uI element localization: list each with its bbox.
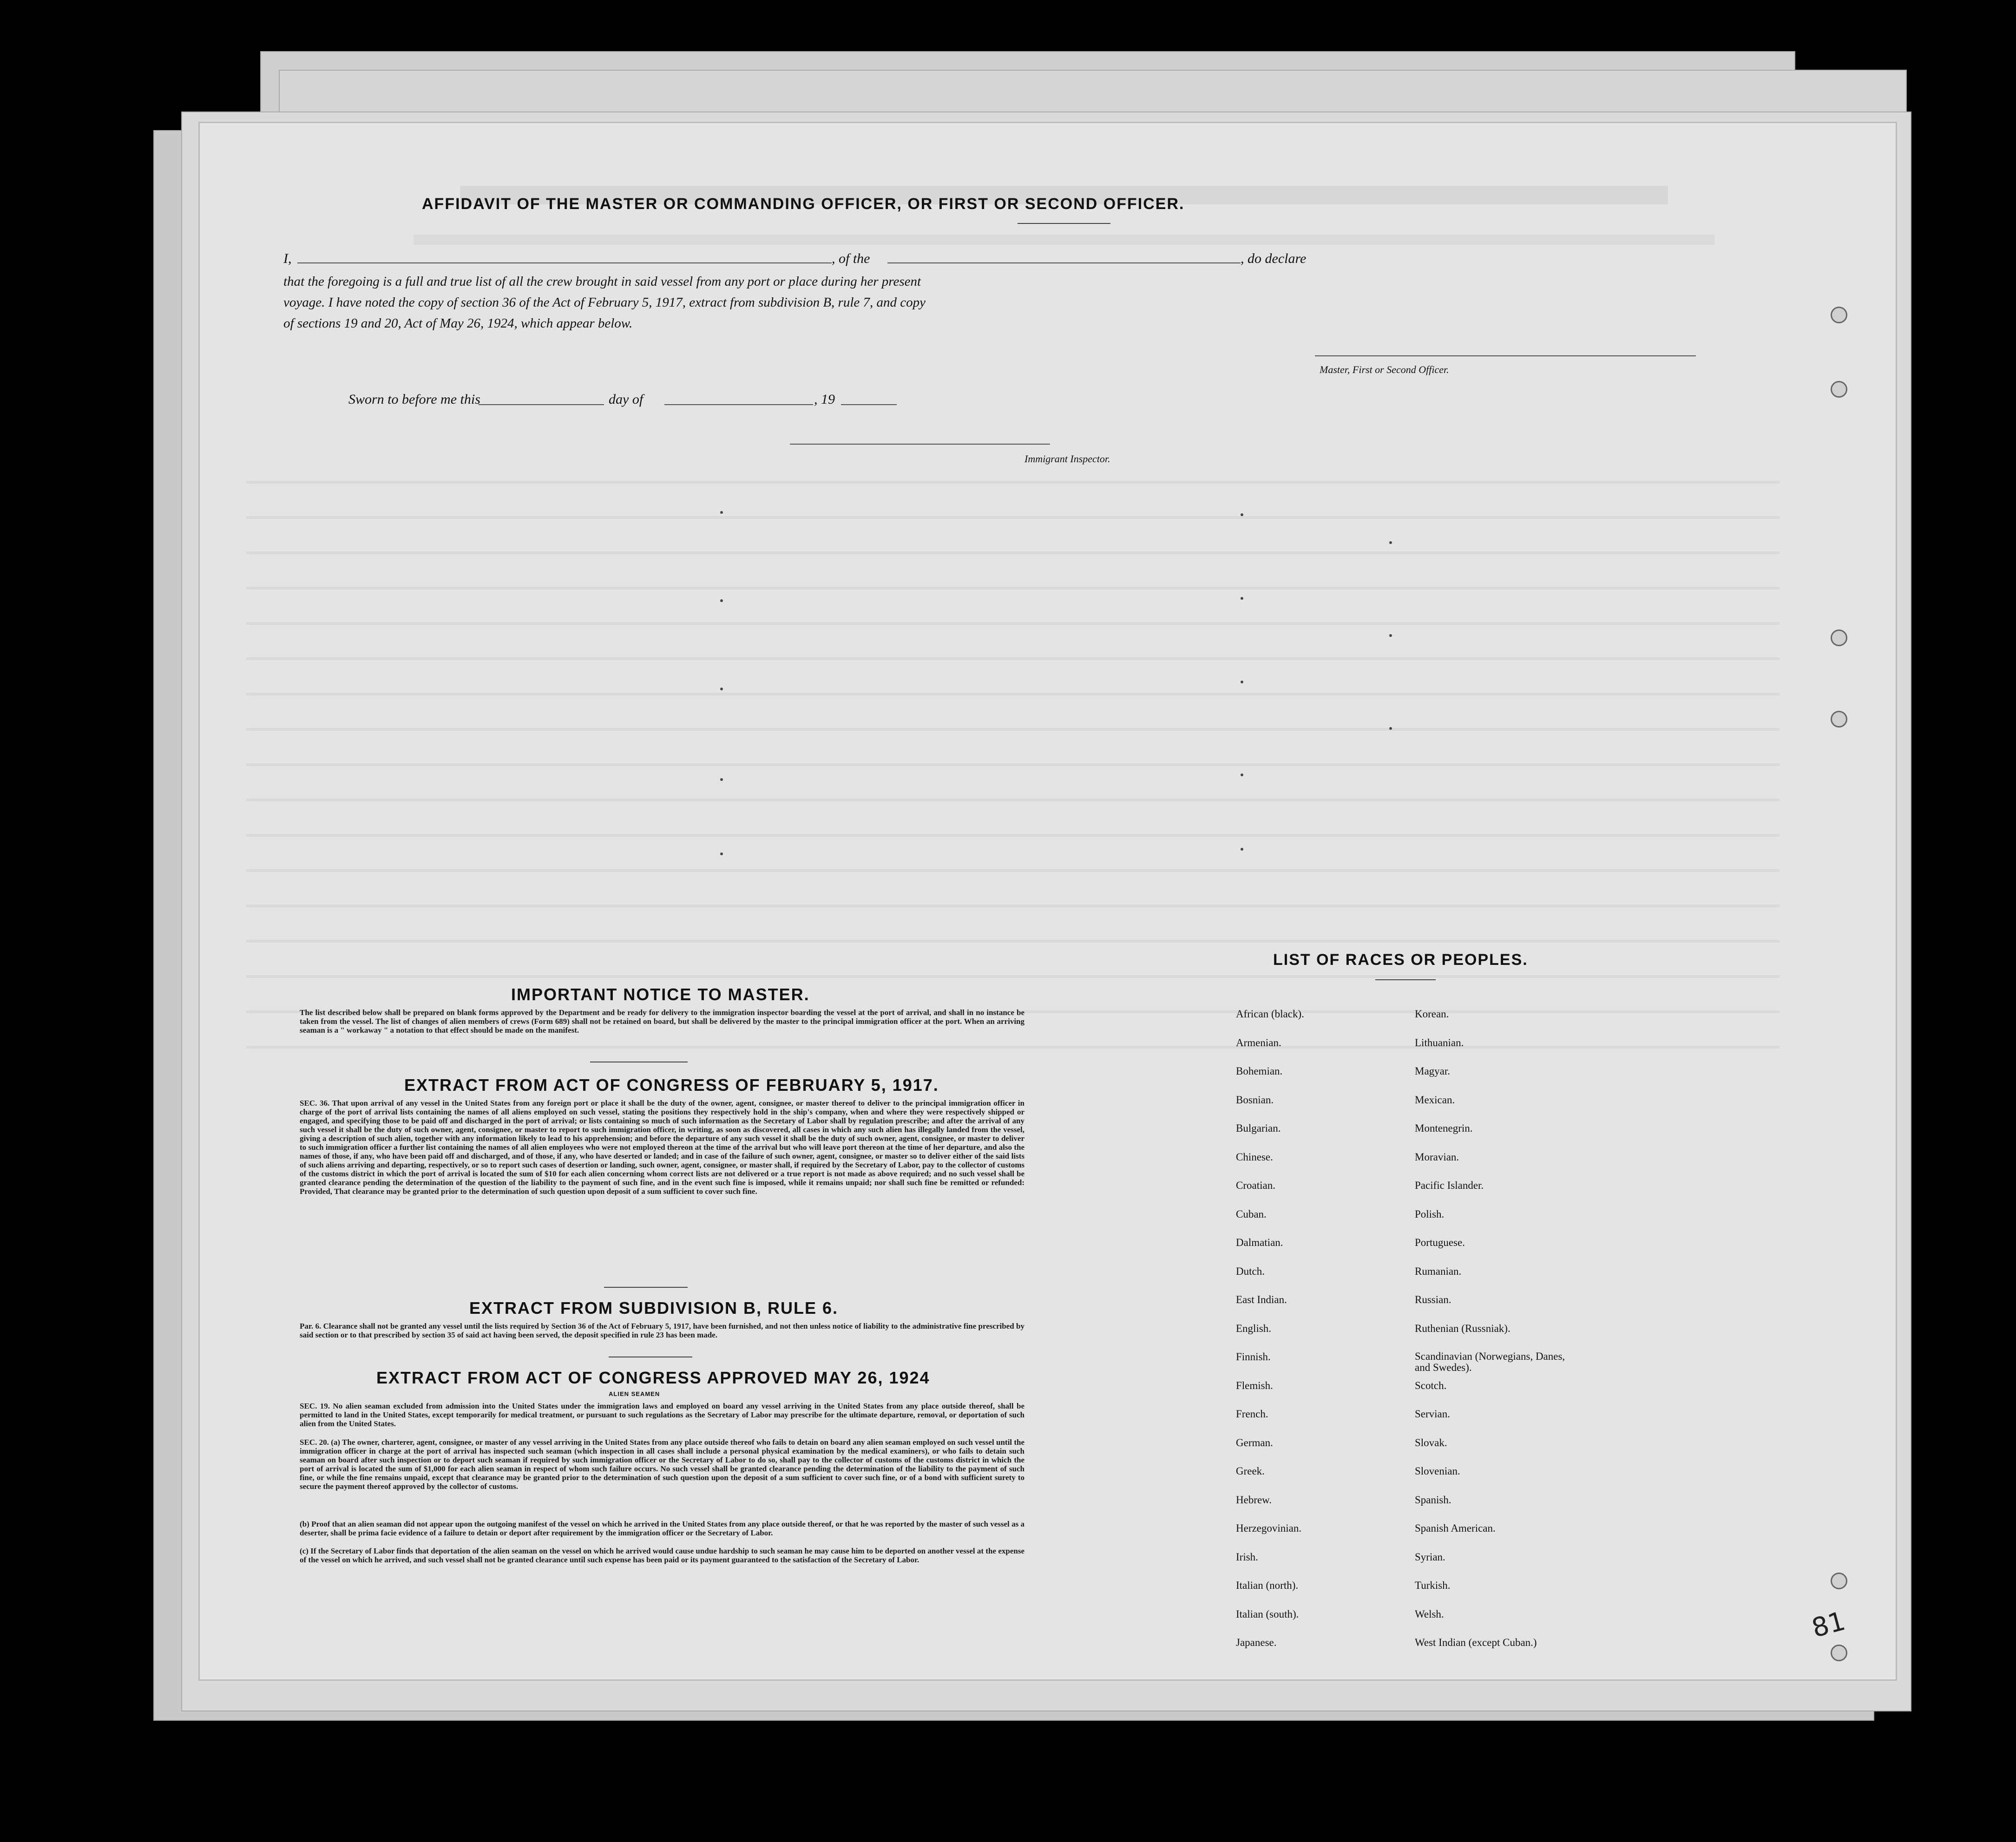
- race-item: Mexican.: [1415, 1094, 1455, 1106]
- extract-1924-sec20c: (c) If the Secretary of Labor finds that deportation of the alien seaman on the vessel on which he arrived would cause undue hardship to such seaman he may cause him to be deported on another vessel at the expense of the vessel on which he arrived, and such vessel shall not be granted clearance until such expense has been paid or its payment guaranteed to the satisfaction of the Secretary of Labor.: [300, 1547, 1024, 1564]
- race-item: Greek.: [1236, 1465, 1265, 1477]
- notice-title: IMPORTANT NOTICE TO MASTER.: [511, 985, 810, 1004]
- form-page: [200, 123, 1896, 1679]
- race-item: Lithuanian.: [1415, 1036, 1464, 1049]
- race-item: Spanish American.: [1415, 1522, 1496, 1534]
- mark-dot: [720, 511, 723, 514]
- race-item: Portuguese.: [1415, 1237, 1465, 1248]
- race-item: Slovak.: [1415, 1436, 1447, 1449]
- race-item: Scotch.: [1415, 1379, 1447, 1391]
- race-item: Armenian.: [1236, 1036, 1281, 1049]
- race-item: Hebrew.: [1236, 1494, 1272, 1506]
- inspector-label: Immigrant Inspector.: [1024, 453, 1110, 465]
- race-item: German.: [1236, 1436, 1273, 1449]
- notice-body: The list described below shall be prepared on blank forms approved by the Department and be ready for delivery to the immigration inspector boarding the vessel at the port of arrival, and shall in no instance be taken from the vessel. The list of changes of alien members of crews (Form 689) shall not be retained on board, but shall be delivered by the master to the principal immigration officer at the port. When an arriving seaman is a " workaway " a notation to that effect should be made on the manifest.: [300, 1008, 1024, 1035]
- race-item: Dalmatian.: [1236, 1237, 1283, 1248]
- race-item: Ruthenian (Russniak).: [1415, 1322, 1510, 1334]
- extract-1924-title: EXTRACT FROM ACT OF CONGRESS APPROVED MAY 26, 1924: [376, 1368, 930, 1387]
- sworn-text: Sworn to before me this: [348, 392, 480, 407]
- race-item: Scandinavian (Norwegians, Danes, and Swedes).: [1415, 1350, 1565, 1373]
- race-item: Japanese.: [1236, 1637, 1277, 1648]
- affidavit-do-declare: , do declare: [1241, 251, 1307, 266]
- race-item: Flemish.: [1236, 1379, 1273, 1391]
- race-item: Cuban.: [1236, 1208, 1267, 1220]
- race-item: Welsh.: [1415, 1608, 1444, 1620]
- race-item: Moravian.: [1415, 1151, 1459, 1163]
- races-left-column: [1236, 123, 1399, 1679]
- affidavit-body-3: of sections 19 and 20, Act of May 26, 1924, which appear below.: [283, 316, 633, 331]
- race-item: Servian.: [1415, 1408, 1451, 1420]
- name-blank[interactable]: [297, 262, 832, 263]
- race-item: Italian (south).: [1236, 1608, 1299, 1620]
- extract-1924-sec20a: SEC. 20. (a) The owner, charterer, agent, consignee, or master of any vessel arriving in the United States from any place outside thereof who fails to detain on board any alien seaman employed on such vessel until the immigration officer in charge at the port of arrival has inspected such seaman (which inspection in all cases shall include a personal physical examination by the medical examiners), or who fails to detain such seaman on board after such inspection or to deport such seaman if required by such immigration officer or the Secretary of Labor to do so, shall pay to the collector of customs of the customs district in which the port of arrival is located the sum of $1,000 for each alien seaman in respect of whom such failure occurs. No such vessel shall be granted clearance pending the determination of the liability to the payment of such fine, or while the fine remains unpaid, except that clearance may be granted prior to the determination of such question upon the deposit of a sum sufficient to cover such fine, or of a bond with sufficient surety to secure the payment thereof approved by the collector of customs.: [300, 1438, 1024, 1491]
- binder-hole: [1831, 381, 1847, 398]
- year-blank[interactable]: [841, 404, 897, 405]
- race-item: Finnish.: [1236, 1351, 1271, 1363]
- extract-1917-body: SEC. 36. That upon arrival of any vessel in the United States from any foreign port or place it shall be the duty of the owner, agent, consignee, or master thereof to deliver to the principal immigration officer in charge of the port of arrival lists containing the names of all aliens employed on such vessel, stating the positions they respectively hold in the ship's company, when and where they were respectively shipped or engaged, and specifying those to be paid off and discharged in the port of arrival; or lists containing so much of such information as the Secretary of Labor shall by regulation prescribe; and after the arrival of any such vessel it shall be the duty of such owner, agent, consignee, or master to report to such immigration officer, in writing, as soon as discovered, all cases in which any such alien has illegally landed from the vessel, giving a description of such alien, together with any information likely to lead to his apprehension; and before the departure of any such vessel it shall be the duty of such owner, agent, consignee, or master to deliver to such immigration officer a further list containing the names of all alien employees who were not employed thereon at the time of the arrival but who will leave port thereon at the time of her departure, and also the names of those, if any, who have been paid off and discharged, and of those, if any, who have deserted or landed; and in case of the failure of such owner, agent, consignee, or master so to deliver either of the said lists of such aliens arriving and departing, respectively, or so to report such cases of desertion or landing, such owner, agent, consignee, or master shall, if required by the Secretary of Labor, pay to the collector of customs of the customs district in which the port of arrival is located the sum of $10 for each alien concerning whom correct lists are not delivered or a true report is not made as above required; and no such vessel shall be granted clearance pending the determination of the question of the liability to the payment of such fine, and in the event such fine is imposed, while it remains unpaid; nor shall such fine be remitted or refunded: Provided, That clearance may be granted prior to the determination of such question upon deposit of a sum sufficient to cover such fine.: [300, 1099, 1024, 1196]
- race-item: Slovenian.: [1415, 1465, 1460, 1477]
- extract-1924-sec19: SEC. 19. No alien seaman excluded from admission into the United States under the immigration laws and employed on board any vessel arriving in the United States from any place outside thereof, shall be permitted to land in the United States, except temporarily for medical treatment, or pursuant to such regulations as the Secretary of Labor may prescribe for the ultimate departure, removal, or deportation of such alien from the United States.: [300, 1402, 1024, 1428]
- races-right-column: [1415, 123, 1694, 1679]
- race-item: French.: [1236, 1408, 1268, 1420]
- master-label: Master, First or Second Officer.: [1320, 364, 1449, 375]
- binder-hole: [1831, 711, 1847, 728]
- race-item: Dutch.: [1236, 1265, 1265, 1277]
- affidavit-i: I,: [283, 251, 292, 266]
- race-item: Korean.: [1415, 1008, 1449, 1020]
- binder-hole: [1831, 1573, 1847, 1589]
- affidavit-title-rule: [1018, 223, 1110, 224]
- month-blank[interactable]: [664, 404, 813, 405]
- mark-dot: [720, 688, 723, 690]
- binder-hole: [1831, 307, 1847, 323]
- race-item: Pacific Islander.: [1415, 1180, 1484, 1191]
- race-item: Montenegrin.: [1415, 1122, 1473, 1134]
- race-item: Bohemian.: [1236, 1065, 1283, 1077]
- extract-1924-subtitle: ALIEN SEAMEN: [609, 1390, 660, 1397]
- day-blank[interactable]: [479, 404, 604, 405]
- race-item: Italian (north).: [1236, 1580, 1299, 1591]
- race-item: Turkish.: [1415, 1580, 1451, 1591]
- race-item: Rumanian.: [1415, 1265, 1462, 1277]
- binder-hole: [1831, 1645, 1847, 1661]
- affidavit-body-1: that the foregoing is a full and true list of all the crew brought in said vessel from any port or place during her present: [283, 274, 921, 289]
- mark-dot: [720, 778, 723, 781]
- race-item: Magyar.: [1415, 1065, 1451, 1077]
- races-title: LIST OF RACES OR PEOPLES.: [1273, 951, 1528, 969]
- vessel-blank[interactable]: [887, 262, 1241, 263]
- race-item: Bosnian.: [1236, 1094, 1274, 1106]
- affidavit-of-the: , of the: [832, 251, 870, 266]
- race-item: Polish.: [1415, 1208, 1445, 1220]
- race-item: Russian.: [1415, 1294, 1451, 1305]
- binder-hole: [1831, 629, 1847, 646]
- race-item: Herzegovinian.: [1236, 1522, 1302, 1534]
- race-item: East Indian.: [1236, 1294, 1287, 1305]
- race-item: West Indian (except Cuban.): [1415, 1637, 1537, 1648]
- race-item: African (black).: [1236, 1008, 1304, 1020]
- affidavit-body-2: voyage. I have noted the copy of section 36 of the Act of February 5, 1917, extract from subdivision B, rule 7, and copy: [283, 295, 926, 310]
- extract-1917-title: EXTRACT FROM ACT OF CONGRESS OF FEBRUARY 5, 1917.: [404, 1075, 939, 1095]
- race-item: Syrian.: [1415, 1551, 1445, 1563]
- extract-rule6-body: Par. 6. Clearance shall not be granted any vessel until the lists required by Section 36 of the Act of February 5, 1917, have been furnished, and not then unless notice of liability to the administrative fine prescribed by said section or to that prescribed by section 35 of said act having been served, the deposit specified in rule 23 has been made.: [300, 1322, 1024, 1339]
- affidavit-title: AFFIDAVIT OF THE MASTER OR COMMANDING OFFICER, OR FIRST OR SECOND OFFICER.: [422, 195, 1185, 213]
- race-item: Bulgarian.: [1236, 1122, 1281, 1134]
- mark-dot: [720, 852, 723, 855]
- race-item: Croatian.: [1236, 1180, 1275, 1191]
- extract-1917-rule: [604, 1287, 688, 1288]
- day-of: day of: [609, 392, 644, 407]
- inspector-blank[interactable]: [790, 444, 1050, 445]
- mark-dot: [720, 599, 723, 602]
- handwritten-page-number: 81: [1808, 1606, 1849, 1644]
- extract-1924-sec20b: (b) Proof that an alien seaman did not appear upon the outgoing manifest of the vessel on which he arrived in the United States from any place outside thereof, or that he was reported by the master of such vessel as a deserter, shall be prima facie evidence of a failure to detain or deport after requirement by the immigration officer or the Secretary of Labor.: [300, 1520, 1024, 1537]
- extract-rule6-title: EXTRACT FROM SUBDIVISION B, RULE 6.: [469, 1298, 839, 1318]
- year-prefix: , 19: [814, 392, 835, 407]
- race-item: Irish.: [1236, 1551, 1258, 1563]
- race-item: Chinese.: [1236, 1151, 1273, 1163]
- race-item: Spanish.: [1415, 1494, 1451, 1506]
- race-item: English.: [1236, 1322, 1272, 1334]
